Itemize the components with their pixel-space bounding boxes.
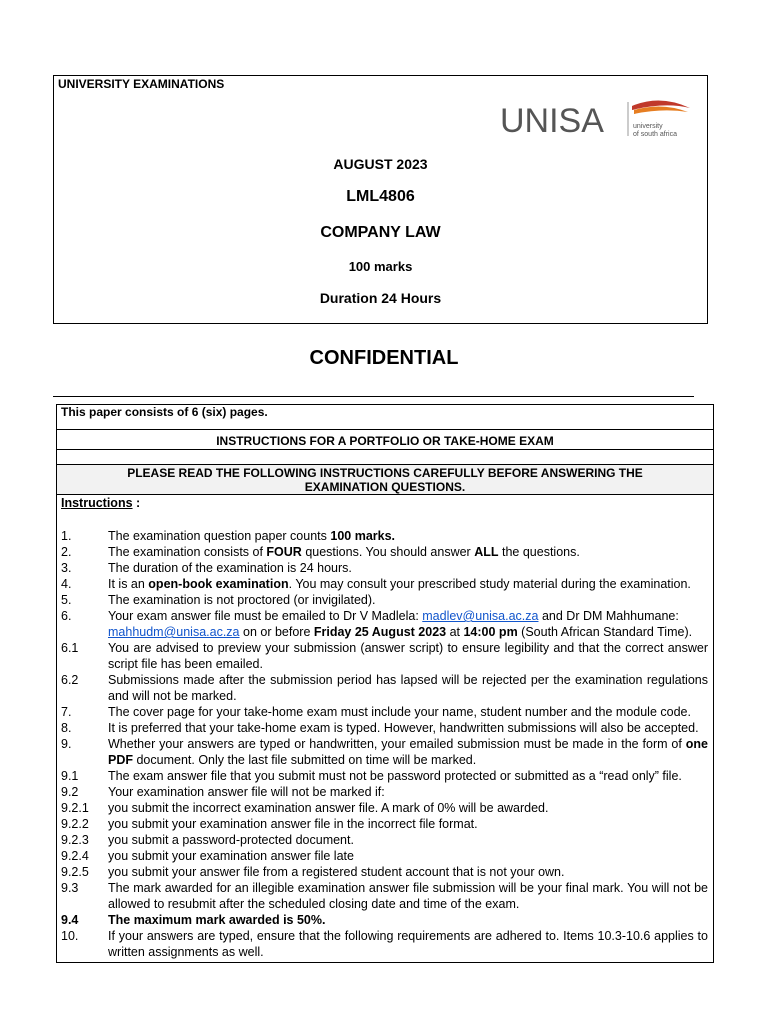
course-title: COMPANY LAW [320,224,441,241]
unisa-logo [500,96,700,141]
module-code: LML4806 [346,188,415,205]
warning-row [57,465,713,495]
instructions-table: This paper consists of 6 (six) pages. INSTRUCTIONS FOR A PORTFOLIO OR TAKE-HOME EXAM PLEASE READ THE FOLLOWING INSTRUCTIONS CAREFULLY BEFORE ANSWERING THE EXAMINATION QUESTIONS. Instructions : 1. The examination question paper counts 100 marks. 2. The examination consists of FOUR questions. You should answer ALL the questions. 3. The duration of the examination is 24 hours. 4. It is an open-book examination. You may consult your prescribed study material during the examination. 5. The examination is not proctored (or invigilated). 6. Your exam answer file must be emailed to Dr V Madlela: madlev@unisa.ac.za and Dr DM Mahhumane: mahhudm@unisa.ac.za on or before Friday 25 August 2023 at 14:00 pm (South African Standard Time). 6.1 You are advised to preview your submission (answer script) to ensure legibility and that the correct answer script file has been emailed. 6.2 Submissions made after the submission period has lapsed will be rejected per the examination regulations and will not be marked. 7. The cover page for your take-home exam must include your name, student number and the module code. 8. It is preferred that your take-home exam is typed. However, handwritten submissions will also be accepted. 9. Whether your answers are typed or handwritten, your emailed submission must be made in the form of one PDF document. Only the last file submitted on time will be marked. 9.1 The exam answer file that you submit must not be password protected or submitted as a “read only” file. 9.2 Your examination answer file will not be marked if: 9.2.1 you submit the incorrect examination answer file. A mark of 0% will be awarded. 9.2.2 you submit your examination answer file in the incorrect file format. 9.2.3 you submit a password-protected document. 9.2.4 you submit your examination answer file late 9.2.5 you submit your answer file from a registered student account that is not your own. 9.3 The mark awarded for an illegible examination answer file submission will be your final mark. You will not be allowed to resubmit after the scheduled closing date and time of the exam. 9.4 The maximum mark awarded is 50%. 10. If your answers are typed, ensure that the following requirements are adhered to. Items 10.3-10.6 applies to written assignments as well. [56,404,714,963]
svg-text:UNISA: UNISA [500,102,604,140]
mahhumane-email-link[interactable]: mahhudm@unisa.ac.za [108,625,240,639]
spacer-row [57,450,713,465]
svg-text:of south africa: of south africa [633,131,677,138]
university-examinations-label: UNIVERSITY EXAMINATIONS [58,77,225,91]
madlela-email-link[interactable]: madlev@unisa.ac.za [422,609,539,623]
instructions-label: Instructions [61,496,133,510]
warning-line-2: EXAMINATION QUESTIONS. [304,480,466,494]
exam-date: AUGUST 2023 [333,156,428,172]
warning-line-1: PLEASE READ THE FOLLOWING INSTRUCTIONS CAREFULLY BEFORE ANSWERING THE [127,466,643,480]
pages-row [57,405,713,430]
total-marks: 100 marks [348,259,413,274]
svg-text:university: university [633,123,663,130]
divider [53,396,694,397]
exam-duration: Duration 24 Hours [319,290,442,306]
instructions-heading: INSTRUCTIONS FOR A PORTFOLIO OR TAKE-HOME EXAM [216,434,554,448]
heading-row [57,430,713,450]
pages-text: This paper consists of 6 (six) pages. [61,405,268,419]
exam-header-box [53,75,708,324]
confidential-heading: CONFIDENTIAL [309,347,459,369]
